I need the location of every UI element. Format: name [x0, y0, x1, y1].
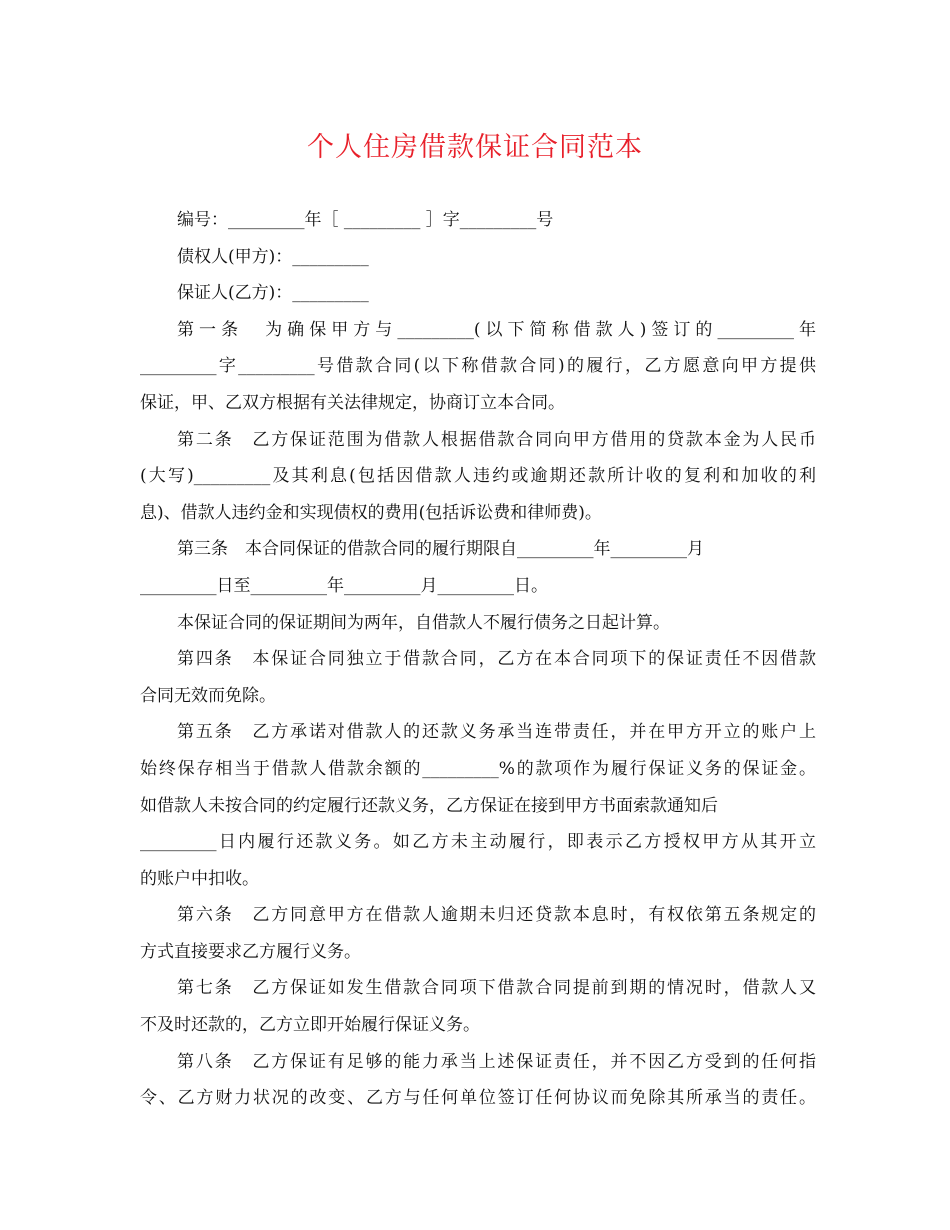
contract-text-line: 方式直接要求乙方履行义务。	[140, 941, 361, 962]
contract-text-line: 合同无效而免除。	[140, 685, 276, 706]
contract-text-line: 第一条 为确保甲方与_________(以下简称借款人)签订的_________年	[177, 319, 816, 340]
contract-text-line: 编号：_________年［ _________ ］字_________号	[177, 210, 554, 230]
contract-text-line: 始终保存相当于借款人借款余额的_________%的款项作为履行保证义务的保证金。	[140, 758, 816, 779]
contract-text-line: 第六条 乙方同意甲方在借款人逾期未归还贷款本息时，有权依第五条规定的	[177, 905, 816, 926]
contract-text-line: _________日至_________年_________月_________日。	[140, 575, 548, 596]
contract-text-line: 如借款人未按合同的约定履行还款义务，乙方保证在接到甲方书面索款通知后	[140, 795, 718, 816]
contract-text-line: (大写)_________及其利息(包括因借款人违约或逾期还款所计收的复利和加收的利	[140, 466, 816, 487]
contract-body	[140, 202, 816, 1117]
contract-text-line: 息)、借款人违约金和实现债权的费用(包括诉讼费和律师费)。	[140, 502, 602, 523]
contract-text-line: 第七条 乙方保证如发生借款合同项下借款合同提前到期的情况时，借款人又	[177, 978, 816, 999]
contract-text-line: 第四条 本保证合同独立于借款合同，乙方在本合同项下的保证责任不因借款	[177, 649, 816, 670]
contract-text-line: 第八条 乙方保证有足够的能力承当上述保证责任，并不因乙方受到的任何指	[177, 1051, 816, 1072]
contract-text-line: _________日内履行还款义务。如乙方未主动履行，即表示乙方授权甲方从其开立	[140, 832, 816, 853]
contract-text-line: 本保证合同的保证期间为两年，自借款人不履行债务之日起计算。	[177, 612, 670, 633]
document-title: 个人住房借款保证合同范本	[307, 132, 643, 163]
contract-text-line: 保证，甲、乙双方根据有关法律规定，协商订立本合同。	[140, 392, 565, 413]
contract-text-line: 令、乙方财力状况的改变、乙方与任何单位签订任何协议而免除其所承当的责任。	[140, 1088, 816, 1109]
contract-text-line: 不及时还款的，乙方立即开始履行保证义务。	[140, 1015, 480, 1036]
contract-text-line: 保证人(乙方)：_________	[177, 283, 369, 304]
contract-text-line: 第五条 乙方承诺对借款人的还款义务承当连带责任，并在甲方开立的账户上	[177, 722, 816, 743]
contract-text-line: 第二条 乙方保证范围为借款人根据借款合同向甲方借用的贷款本金为人民币	[177, 429, 816, 450]
contract-text-line: 第三条 本合同保证的借款合同的履行期限自_________年_________月	[177, 539, 704, 560]
contract-text-line: 的账户中扣收。	[140, 868, 259, 889]
contract-text-line: _________字_________号借款合同(以下称借款合同)的履行，乙方愿意向甲方提供	[140, 356, 816, 377]
contract-text-line: 债权人(甲方)：_________	[177, 246, 369, 267]
